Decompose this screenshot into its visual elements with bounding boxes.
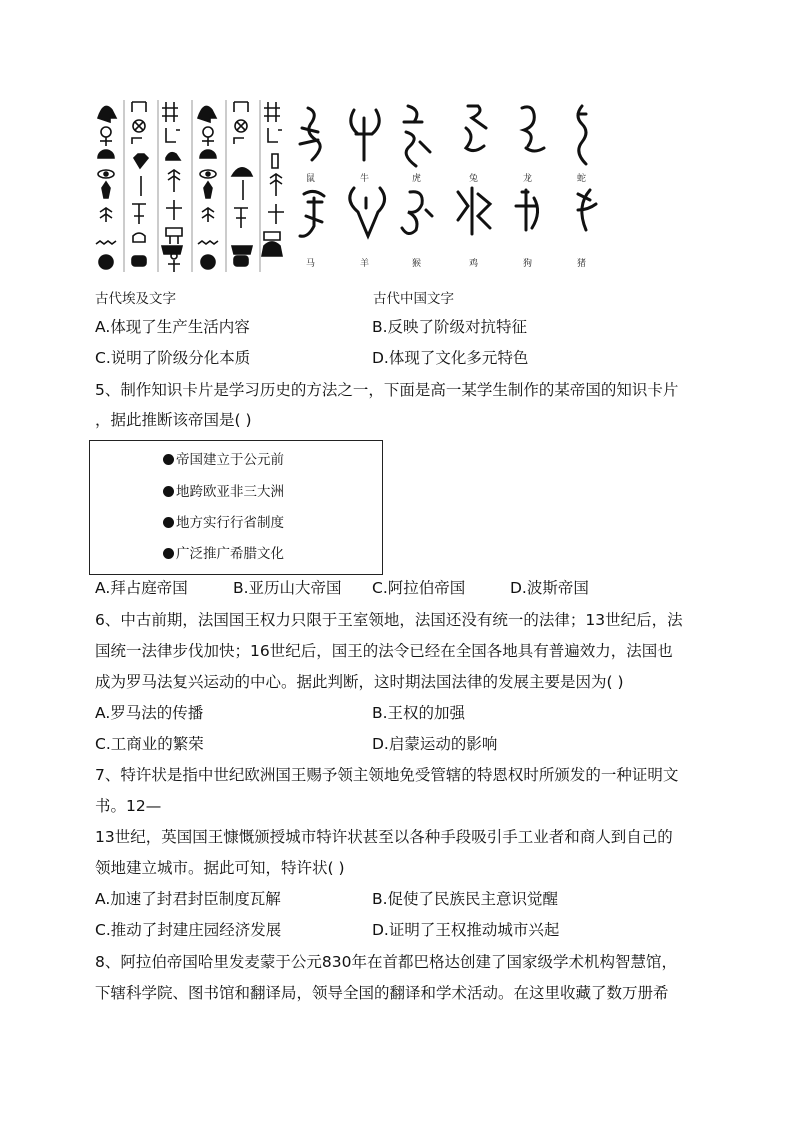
zodiac-label-dragon: 龙	[523, 174, 533, 184]
knowledge-card	[89, 440, 383, 575]
q5-option-a[interactable]: A.拜占庭帝国	[95, 579, 188, 597]
egypt-caption: 古代埃及文字	[95, 291, 176, 307]
q4-option-c[interactable]: C.说明了阶级分化本质	[95, 349, 251, 367]
zodiac-label-rabbit: 兔	[469, 174, 479, 184]
q6-option-a[interactable]: A.罗马法的传播	[95, 704, 204, 722]
zodiac-label-monkey: 猴	[412, 259, 422, 269]
q5-stem-line-2: ，据此推断该帝国是( )	[95, 411, 252, 429]
q4-option-a[interactable]: A.体现了生产生活内容	[95, 318, 250, 336]
q6-stem-line-3: 成为罗马法复兴运动的中心。据此判断，这时期法国法律的发展主要是因为( )	[95, 673, 624, 691]
q5-option-c[interactable]: C.阿拉伯帝国	[372, 579, 466, 597]
q4-option-b[interactable]: B.反映了阶级对抗特征	[372, 318, 528, 336]
zodiac-label-snake: 蛇	[577, 174, 587, 184]
q6-option-c[interactable]: C.工商业的繁荣	[95, 735, 204, 753]
q8-stem-line-1: 8、阿拉伯帝国哈里发麦蒙于公元830年在首都巴格达创建了国家级学术机构智慧馆，	[95, 953, 677, 971]
zodiac-label-dog: 狗	[523, 259, 533, 269]
zodiac-label-tiger: 虎	[412, 174, 422, 184]
q8-stem-line-2: 下辖科学院、图书馆和翻译局，领导全国的翻译和学术活动。在这里收藏了数万册希	[95, 984, 669, 1002]
q7-option-d[interactable]: D.证明了王权推动城市兴起	[372, 921, 560, 939]
q6-option-d[interactable]: D.启蒙运动的影响	[372, 735, 498, 753]
q7-stem-line-2: 书。12—	[95, 797, 162, 815]
q5-stem-line-1: 5、制作知识卡片是学习历史的方法之一，下面是高一某学生制作的某帝国的知识卡片	[95, 381, 679, 399]
q5-option-b[interactable]: B.亚历山大帝国	[233, 579, 342, 597]
zodiac-label-goat: 羊	[360, 259, 370, 269]
q7-option-a[interactable]: A.加速了封君封臣制度瓦解	[95, 890, 281, 908]
q6-stem-line-2: 国统一法律步伐加快；16世纪后，国王的法令已经在全国各地具有普遍效力，法国也	[95, 642, 673, 660]
card-item	[163, 480, 284, 500]
card-item	[163, 511, 284, 531]
zodiac-label-rooster: 鸡	[469, 259, 479, 269]
zodiac-label-horse: 马	[306, 259, 316, 269]
card-item-text: 广泛推广希腊文化	[176, 546, 284, 562]
card-item-text: 地方实行行省制度	[176, 515, 284, 531]
q7-option-b[interactable]: B.促使了民族民主意识觉醒	[372, 890, 559, 908]
card-item-text: 地跨欧亚非三大洲	[176, 484, 284, 500]
china-caption: 古代中国文字	[373, 291, 454, 307]
q5-option-d[interactable]: D.波斯帝国	[510, 579, 589, 597]
card-item-text: 帝国建立于公元前	[176, 452, 284, 468]
bullet-icon	[163, 486, 174, 497]
q7-option-c[interactable]: C.推动了封建庄园经济发展	[95, 921, 282, 939]
q7-stem-line-3: 13世纪，英国国王慷慨颁授城市特许状甚至以各种手段吸引手工业者和商人到自己的	[95, 828, 673, 846]
q4-option-d[interactable]: D.体现了文化多元特色	[372, 349, 529, 367]
zodiac-label-rat: 鼠	[306, 174, 316, 184]
q7-stem-line-4: 领地建立城市。据此可知，特许状( )	[95, 859, 345, 877]
bullet-icon	[163, 548, 174, 559]
chinese-ancient-characters-image	[290, 98, 600, 268]
card-item	[163, 542, 284, 562]
card-item	[163, 448, 284, 468]
q6-stem-line-1: 6、中古前期，法国国王权力只限于王室领地，法国还没有统一的法律；13世纪后，法	[95, 611, 683, 629]
egyptian-hieroglyphs-image	[92, 96, 292, 276]
q6-option-b[interactable]: B.王权的加强	[372, 704, 466, 722]
zodiac-label-pig: 猪	[577, 259, 587, 269]
bullet-icon	[163, 517, 174, 528]
bullet-icon	[163, 454, 174, 465]
zodiac-label-ox: 牛	[360, 174, 370, 184]
q7-stem-line-1: 7、特许状是指中世纪欧洲国王赐予领主领地免受管辖的特恩权时所颁发的一种证明文	[95, 766, 679, 784]
